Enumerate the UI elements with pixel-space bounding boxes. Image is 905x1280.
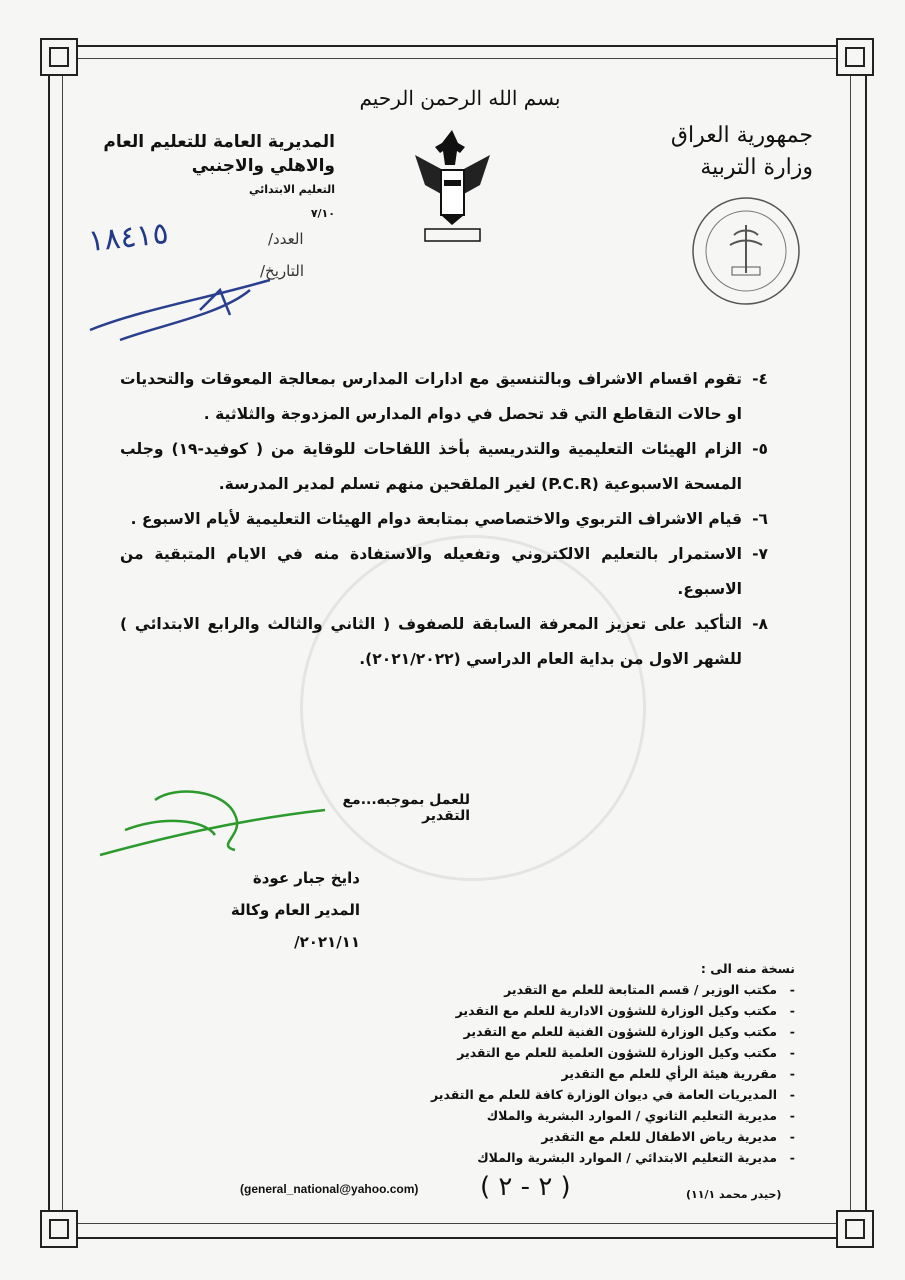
copy-recipient: - مديرية رياض الاطفال للعلم مع التقدير (240, 1126, 777, 1147)
closing-line: للعمل بموجبه...مع التقدير (342, 792, 470, 824)
border-corner (40, 1210, 78, 1248)
handwritten-date-scribble (80, 270, 280, 350)
copy-recipient: - مديرية التعليم الثانوي / الموارد البشرية والملاك (240, 1105, 777, 1126)
list-item: ٦- قيام الاشراف التربوي والاختصاصي بمتابعة دوام الهيئات التعليمية لأيام الاسبوع . (130, 510, 768, 528)
signatory-title: المدير العام وكالة (230, 901, 360, 919)
number-label: العدد/ (268, 230, 304, 248)
signatory-date: ٢٠٢١/١١/ (294, 933, 360, 951)
list-item: ٥- الزام الهيئات التعليمية والتدريسية بأخذ اللقاحات للوقاية من ( كوفيد-١٩) وجلب المسحة الاسبوعية (P.C.R) لغير الملقحين منهم تسلم لمدير المدرسة. (120, 440, 768, 493)
copy-recipient: - مكتب وكيل الوزارة للشؤون الفنية للعلم مع التقدير (240, 1021, 777, 1042)
copy-recipient: - مكتب الوزير / قسم المتابعة للعلم مع التقدير (240, 979, 777, 1000)
signatory-block (150, 862, 360, 958)
department: التعليم الابتدائي (248, 183, 335, 196)
border-corner (836, 1210, 874, 1248)
list-item: ٧- الاستمرار بالتعليم الالكتروني وتفعيله والاستفادة منه في الايام المتبقية من الاسبوع. (120, 545, 768, 598)
directorate-line1: المديرية العامة للتعليم العام (103, 132, 335, 152)
reference-initials: (حيدر محمد ١١/١) (686, 1188, 782, 1201)
country-name: جمهورية العراق (670, 123, 813, 148)
copy-recipient: - مقررية هيئة الرأي للعلم مع التقدير (240, 1063, 777, 1084)
list-item: ٤- تقوم اقسام الاشراف وبالتنسيق مع ادارات المدارس بمعالجة المعوقات والتحديات او حالات التقاطع التي قد تحصل في دوام المدارس المزدوجة والثلاثية . (120, 370, 768, 423)
copy-recipient: - مديرية التعليم الابتدائي / الموارد البشرية والملاك (240, 1147, 777, 1168)
copy-recipient: - مكتب وكيل الوزارة للشؤون الادارية للعلم مع التقدير (240, 1000, 777, 1021)
contact-email[interactable]: (general_national@yahoo.com) (240, 1182, 419, 1196)
signatory-name: دايخ جبار عودة (252, 869, 360, 887)
eagle-emblem-icon (405, 125, 500, 250)
copies-heading: نسخة منه الى : (700, 961, 795, 976)
handwritten-number: ١٨٤١٥ (86, 215, 171, 260)
border-corner (836, 38, 874, 76)
ministry-seal-icon (690, 195, 802, 307)
copies-block (240, 958, 795, 1168)
directorate-line2: والاهلي والاجنبي (191, 156, 335, 176)
border-corner (40, 38, 78, 76)
bismillah: بسم الله الرحمن الرحيم (359, 86, 561, 110)
copy-recipient: - المديريات العامة في ديوان الوزارة كافة للعلم مع التقدير (240, 1084, 777, 1105)
signature-scribble (95, 780, 335, 870)
letter-body (120, 362, 768, 677)
copy-recipient: - مكتب وكيل الوزارة للشؤون العلمية للعلم مع التقدير (240, 1042, 777, 1063)
page-number: ( ٢ - ٢ ) (480, 1172, 571, 1202)
section-code: ٧/١٠ (310, 207, 335, 220)
directorate-block (95, 130, 335, 226)
ministry-name: وزارة التربية (700, 155, 813, 180)
date-label: التاريخ/ (260, 262, 304, 280)
list-item: ٨- التأكيد على تعزيز المعرفة السابقة للصفوف ( الثاني والثالث والرابع الابتدائي ) للشهر الاول من بداية العام الدراسي (٢٠٢١/٢٠٢٢). (120, 615, 768, 668)
issuer-block (671, 120, 813, 184)
